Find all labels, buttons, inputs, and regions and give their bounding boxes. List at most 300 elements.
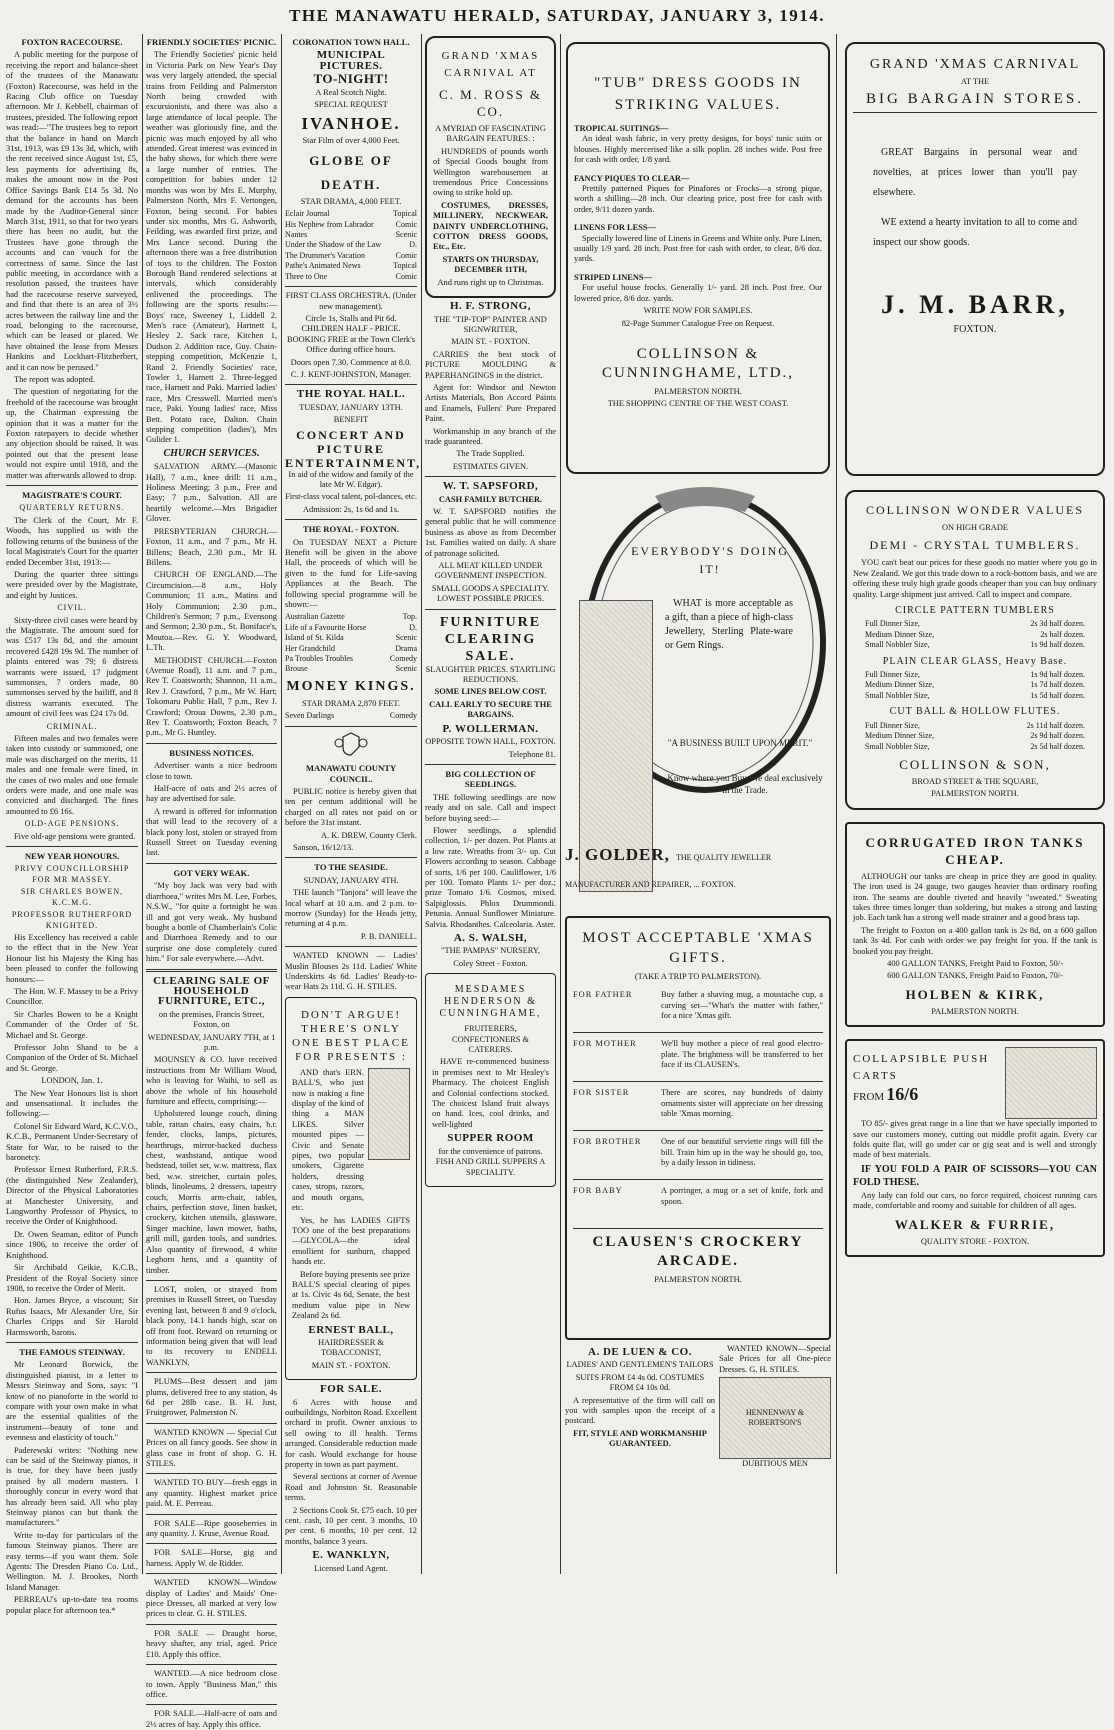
column-6 — [842, 34, 1108, 1574]
classified-ad: WANTED KNOWN—Window display of Ladies' and Maids' One-piece Dresses, all marked at very low prices to clear. G. H. STILES. — [146, 1578, 277, 1619]
subheading: CRIMINAL. — [46, 721, 98, 731]
headline: FRIENDLY SOCIETIES' PICNIC. — [146, 37, 277, 47]
divider — [6, 1342, 138, 1343]
ad-text: "A BUSINESS BUILT UPON MERIT." — [667, 738, 813, 748]
ad-text: PALMERSTON NORTH. — [931, 1006, 1019, 1016]
ad-heading: THE ROYAL HALL. — [296, 388, 406, 401]
ad-heading: TO-NIGHT! — [313, 71, 389, 87]
ad-text: AND that's ERN. BALL'S, who just now is making a fine display of the kind of thing a MAN LIKES. Silver mounted pipes — Civic and Senate pipes, two popular smokers, Cigarette holders, dressing cases, strops, razors, and mouth organs, etc. — [292, 1067, 364, 1213]
ad-feature-title: FURNITURE CLEARING SALE. — [439, 614, 542, 664]
column-1 — [6, 34, 138, 1615]
film-genre: Comic — [395, 271, 417, 281]
ad-text: STARTS ON THURSDAY, DECEMBER 11TH, — [442, 254, 539, 275]
ad-text: ON HIGH GRADE — [941, 523, 1009, 532]
article-text: Fifteen males and two females were taken into custody or summoned, one male was discharged on the merits, 11 males and one female were fined, in the cases of two males and one female orders were made, and one male was convicted and discharged. The fines amounted to £6 16s. — [6, 734, 138, 816]
de-luen-ad — [565, 1344, 715, 1472]
ad-text: Admission: 2s, 1s 6d and 1s. — [302, 504, 400, 514]
ad-text: CASH FAMILY BUTCHER. — [438, 494, 543, 504]
ad-signature: MESDAMES HENDERSON & CUNNINGHAME, — [439, 984, 542, 1020]
ad-signature: J. GOLDER, — [565, 845, 670, 864]
henderson-cunninghame-ad — [425, 973, 556, 1187]
gift-description: There are scores, nay hundreds of dainty ornaments sister will appreciate on her dressing table 'Xmas morning. — [661, 1088, 823, 1119]
ad-signature: W. T. SAPSFORD, — [442, 480, 539, 493]
ad-text: PALMERSTON NORTH. — [654, 1275, 742, 1285]
ad-feature-title: MONEY KINGS. — [286, 678, 416, 694]
column-4 — [425, 34, 556, 1574]
film-row — [285, 654, 417, 664]
film-title: Life of a Favourite Horse — [285, 622, 367, 632]
article-text: Colonel Sir Edward Ward, K.C.V.O., K.C.B., Permanent Under-Secretary of State for War, to be raised to the baronetcy. — [6, 1121, 138, 1163]
ad-price: 16/6 — [886, 1084, 919, 1105]
film-title: Seven Darlings — [285, 711, 335, 721]
ad-text: "THE PAMPAS" NURSERY, — [441, 946, 540, 956]
ad-text: SMALL GOODS A SPECIALITY. LOWEST POSSIBLE PRICES. — [431, 583, 550, 604]
ad-text: MANUFACTURER AND REPAIRER, ... FOXTON. — [565, 880, 736, 889]
divider — [146, 1514, 277, 1515]
divider — [146, 1573, 277, 1574]
dateline: LONDON, Jan. 1. — [41, 1076, 103, 1086]
ad-signature: COLLINSON & CUNNINGHAME, LTD., — [601, 345, 795, 381]
ad-heading: THE ROYAL - FOXTON. — [303, 524, 399, 535]
article-text: Mr Leonard Borwick, the distinguished pianist, in a letter to Messrs Steinway and Sons, says: "I know of no pianoforte in the world to compare with your own make in what are the essential qualities of the instrument—beauty of tone and evenness and elasticity of touch." — [6, 1360, 138, 1443]
divider — [6, 846, 138, 847]
column-2 — [146, 34, 277, 1729]
film-genre: Scenic — [395, 664, 417, 674]
film-genre: Scenic — [395, 230, 417, 240]
column-rule — [421, 34, 422, 1574]
ad-text: Doors open 7.30. Commence at 8.0. — [290, 357, 412, 367]
gift-row — [573, 1131, 823, 1180]
ad-text: CARRIES the best stock of PICTURE MOULDING & PAPERHANGINGS in the district. — [425, 349, 556, 380]
column-rule — [281, 34, 282, 1574]
ad-text: 2 Sections Cook St. £75 each. 10 per cent. cash, 10 per cent. 3 months, 10 per cent. 6 months, 10 per cent. 12 months, balance 3 years. — [285, 1505, 417, 1546]
gift-description: A porringer, a mug or a set of knife, fork and spoon. — [661, 1186, 823, 1206]
price-row — [853, 640, 1097, 650]
divider — [285, 857, 417, 858]
price-row — [853, 630, 1097, 640]
article-text: Dr. Owen Seaman, editor of Punch since 1906, to receive the order of Knighthood. — [6, 1229, 138, 1260]
stiles-ad — [719, 1344, 831, 1472]
ad-text: LADIES' AND GENTLEMEN'S TAILORS — [566, 1360, 714, 1370]
film-title: His Nephew from Labrador — [285, 219, 374, 229]
ad-signature: A. DE LUEN & CO. — [588, 1346, 692, 1358]
ad-signature: H. F. STRONG, — [450, 300, 531, 313]
film-genre: D. — [409, 622, 417, 632]
price-row — [853, 680, 1097, 690]
price-value: 2s 9d half dozen. — [1030, 731, 1085, 741]
gift-row — [573, 1033, 823, 1082]
price-row — [853, 670, 1097, 680]
article-text: The report was adopted. — [14, 375, 95, 384]
ad-text: A MYRIAD OF FASCINATING BARGAIN FEATURES. : — [435, 124, 546, 144]
divider — [146, 1280, 277, 1281]
film-title: Pa Troubles Troubles — [285, 654, 354, 664]
ad-text: (TAKE A TRIP TO PALMERSTON). — [634, 972, 762, 981]
film-genre: Top. — [402, 612, 417, 622]
article-text: SALVATION ARMY.—(Masonic Hall), 7 a.m., knee drill: 11 a.m., Holiness Meeting; 3 p.m., Free and Easy; 7 p.m., Salvation. All are heartily welcome.—Mrs Brigadier Glover. — [146, 462, 277, 524]
gift-row — [573, 984, 823, 1033]
film-genre: D. — [409, 240, 417, 250]
ad-text: Several sections at corner of Avenue Road and Johnston St. Reasonable terms. — [285, 1472, 417, 1503]
gift-row — [573, 1180, 823, 1229]
article-text: A public meeting for the purpose of receiving the report and balance-sheet of the trustees of the Manawatu (Foxton) Racecourse, was held in the Racing Club office on Tuesday afternoon. Mr J. Kebbell, chairman of trustees, presided. The following report was read:—"The trustees beg to report that the balance in hand on March 31st, 1913, was £9 13s 3d, which, with the rent received since August 1st, £5, less payments for advertising 8s, makes the amount now in the Post Office Savings Bank £14 5s 3d. No demand for the accounts has been made by the Auditor-General since March 31st, 1911, so that for two years there has been no audit, but the Trustees have gone through the accounts and can vouch for the correctness of same. Since the last public meeting, in accordance with a resolution passed, the trustees have had the racecourse reserve surveyed, and find that there is an area of 3½ acres between the railway line and the road, belonging to the racecourse, which can be leased or placed. We have obtained the lease from Messrs Hankins and Lockhart-Flitzherbert, and it can now be perused." — [6, 50, 138, 372]
ad-heading: CORONATION TOWN HALL. — [292, 37, 410, 47]
film-title: Island of St. Kilda — [285, 633, 344, 643]
ad-text: WEDNESDAY, JANUARY 7TH, at 1 p.m. — [147, 1032, 276, 1052]
ad-text: WE extend a hearty invitation to all to come and inspect our show goods. — [873, 217, 1077, 249]
ad-heading: TO THE SEASIDE. — [314, 862, 388, 873]
ad-heading: MUNICIPAL PICTURES. — [316, 49, 386, 72]
size-label: Medium Dinner Size, — [865, 680, 935, 690]
gift-description: We'll buy mother a piece of real good electro-plate. The brightness will be transferred to her face if its CLAUSEN's. — [661, 1039, 823, 1070]
ad-text: ESTIMATES GIVEN. — [452, 461, 529, 471]
ad-signature: E. WANKLYN, — [312, 1549, 390, 1562]
classified-ad: WANTED KNOWN — Special Cut Prices on all fancy goods. See show in glass case in front of shop. G. H. STILES. — [146, 1427, 277, 1468]
gift-row — [573, 1082, 823, 1131]
ad-text: SUITS FROM £4 4s 0d. COSTUMES FROM £4 10s 0d. — [575, 1372, 705, 1393]
price-value: 2s 11d half dozen. — [1026, 720, 1085, 730]
ad-text: FRUITERERS, CONFECTIONERS & CATERERS. — [451, 1024, 529, 1055]
divider — [285, 519, 417, 520]
ad-text: Upholstered lounge couch, dining table, rattan chairs, easy chairs, b.r. fender, clocks, lamps, pictures, hearthrugs, mirror-backed duchess chest, washstand, antique wood bedstead, toilet set, w.w. mattress, flax bed, w.w. stretcher, curtain poles, blinds, linoleums, 2 dressers, tapestry couch, Morris arm-chair, tables, chairs, perfection stove, linen basket, crockery, kitchen utensils, glassware, Singer machine, lawn mower, baths, grill mill, garden tools, and sundries. Also quantity of firewood, 4 white Leghorn hens, and a quantity of timber. — [146, 1109, 277, 1275]
subheading: QUARTERLY RETURNS. — [19, 503, 125, 513]
film-row — [285, 664, 417, 674]
ad-text: FOXTON. — [953, 324, 997, 336]
article-text: Half-acre of oats and 2½ acres of hay are advertised for sale. — [146, 784, 277, 804]
ad-signature: HOLBEN & KIRK, — [905, 986, 1045, 1002]
ad-text: Star Film of over 4,000 Feet. — [302, 136, 400, 146]
price-value: 1s 5d half dozen. — [1030, 690, 1085, 700]
ad-text: MOUNSEY & CO. have received instructions from Mr William Wood, who is leaving for Waihi, to sell as above the whole of his household furniture and effects, comprising:— — [146, 1055, 277, 1106]
film-genre: Drama — [395, 643, 417, 653]
size-label: Small Nobbler Size, — [865, 640, 930, 650]
film-title: The Drummer's Vacation — [285, 250, 365, 260]
subheading: PROFESSOR RUTHERFORD KNIGHTED. — [11, 910, 133, 930]
classified-ad: FOR SALE.—Half-acre of oats and 2½ acres of hay. Apply this office. — [146, 1709, 277, 1729]
price-value: 2s 3d half dozen. — [1030, 619, 1085, 629]
column-5 — [563, 34, 833, 1574]
gentleman-illustration-icon — [368, 1068, 410, 1160]
film-row — [285, 261, 417, 271]
article-text: PRESBYTERIAN CHURCH.—Foxton, 11 a.m., and 7 p.m., Mr H. Billens; Beach, 2.30 p.m., Mr H. Billens. — [146, 526, 277, 567]
column-rule — [836, 34, 837, 1574]
divider — [853, 112, 1097, 113]
article-text: Advertiser wants a nice bedroom close to town. — [146, 761, 277, 781]
ad-signature: WALKER & FURRIE, — [894, 1216, 1056, 1232]
ad-text: TUESDAY, JANUARY 13TH. — [299, 402, 403, 412]
price-group-title: CIRCLE PATTERN TUMBLERS — [895, 605, 1055, 617]
price-group-title: CUT BALL & HOLLOW FLUTES. — [889, 706, 1061, 718]
ad-text: FIT, STYLE AND WORKMANSHIP GUARANTEED. — [573, 1428, 707, 1449]
film-genre: Comedy — [389, 711, 417, 721]
ad-text: FIRST CLASS ORCHESTRA. (Under new management). — [285, 291, 417, 311]
ad-feature-title: IVANHOE. — [301, 114, 401, 134]
coat-of-arms-icon — [285, 731, 417, 760]
ad-text: C. J. KENT-JOHNSTON, Manager. — [290, 369, 412, 379]
ad-text: A representative of the firm will call on you with samples upon the receipt of a postcard. — [565, 1395, 715, 1426]
divider — [146, 969, 277, 972]
price-row — [853, 691, 1097, 701]
ad-text: On TUESDAY NEXT a Picture Benefit will be given in the above Hall, the proceeds of which will be given to the fund for Life-saving Appliances at the Beach. The following special programme will be shown:— — [285, 537, 417, 610]
divider — [285, 286, 417, 287]
walker-furrie-ad — [845, 1039, 1105, 1257]
ad-text: W. T. SAPSFORD notifies the general public that he will commence business as above as from December 1st. Families waited on daily. A share of patronage solicited. — [425, 507, 556, 558]
ad-text: Coley Street - Foxton. — [453, 958, 528, 968]
ad-text: P. B. DANIELL. — [360, 931, 417, 941]
product-description: An ideal wash fabric, in very pretty designs, for boys' tunic suits or blouses. Highly mercerised like a silk poplin. 28 inches wide. Post free for cash with order, 1/8 yard. — [574, 134, 822, 165]
film-genre: Scenic — [395, 633, 417, 643]
subheading: PRIVY COUNCILLORSHIP FOR MR MASSEY. — [14, 864, 130, 884]
film-row — [285, 272, 417, 282]
article-text: Sir Archibald Geikie, K.C.B., President of the Royal Society since 1908, to receive the Order of Merit. — [6, 1263, 138, 1293]
ad-text: Yes, he has LADIES GIFTS TOO one of the best preparations—GLYCOLA—the ideal emollient for sunburn, chapped hands etc. — [292, 1215, 410, 1267]
headline: CLEARING SALE OF HOUSEHOLD FURNITURE, ETC., — [153, 974, 270, 1008]
size-label: Medium Dinner Size, — [865, 629, 935, 639]
ad-text: MAIN ST. - FOXTON. — [311, 1360, 391, 1370]
ad-feature-title: CORRUGATED IRON TANKS CHEAP. — [865, 834, 1085, 867]
product-box-illustration-icon — [719, 1377, 831, 1459]
film-row — [285, 633, 417, 643]
product-heading: FANCY PIQUES TO CLEAR— — [574, 173, 690, 183]
divider — [146, 1473, 277, 1474]
ad-text: ALL MEAT KILLED UNDER GOVERNMENT INSPECTION. — [434, 561, 547, 581]
ad-text: Sanson, 16/12/13. — [293, 842, 354, 852]
ad-text: First-class vocal talent, pol-dances, etc. — [285, 492, 417, 502]
ad-signature: ERNEST BALL, — [308, 1323, 394, 1336]
price-value: 1s 9d half dozen. — [1030, 640, 1085, 650]
article-text: Professor John Shand to be a Companion of the Order of St. Michael and St. George. — [6, 1042, 138, 1073]
film-row — [285, 240, 417, 250]
classified-ad: LOST, stolen, or strayed from premises in Russell Street, on Tuesday evening last, between 8 and 9 o'clock, black pony, 14.1 hands high, scar on off front foot. Reward on returning or information being given that will lead to its recovery to ENDELL WANKLYN. — [146, 1284, 277, 1367]
price-value: 2s 5d half dozen. — [1030, 741, 1085, 751]
ad-text: TO 85/- gives great range in a line that we have specially imported to save our customers money, cutting out middle profit again. Every car folds quite flat, will go under car or gig seat and is well and strongly made of best materials. — [853, 1119, 1097, 1160]
ad-text: Flower seedlings, a splendid collection, 1/- per dozen. Pot Plants at a low rate. Wreaths from 3/- up. Cut Flowers according to season. Cabbage of sorts, 1/6 per 100. Cauliflower, 1/6 per 100. Tomato Plants 1/- per doz.; prize Tomato 1/6. Cosmos, mixed. Salpiglossis. Phlox Drummondi. Petunia. Annual Sunflower Miniature. Salvia. Rhodanthes. Calceolaria. Aster. — [425, 825, 556, 929]
divider — [285, 726, 417, 727]
masthead: THE MANAWATU HERALD, SATURDAY, JANUARY 3, 1914. — [289, 6, 825, 25]
product-list — [574, 124, 822, 304]
ad-text: DUBITIOUS MEN — [742, 1459, 808, 1469]
price-value: 1s 9d half dozen. — [1030, 670, 1085, 680]
size-label: Small Nobbler Size, — [865, 741, 930, 751]
gift-recipient: FOR BABY — [573, 1186, 623, 1196]
ad-text: for the convenience of patrons. FISH AND GRILL SUPPERS A SPECIALITY. — [435, 1146, 546, 1177]
clausens-ad — [565, 916, 831, 1340]
ad-text: Licensed Land Agent. — [314, 1563, 388, 1573]
ad-text: THE following seedlings are now ready and on sale. Call and inspect before buying seed:— — [425, 792, 556, 823]
divider — [146, 863, 277, 864]
headline: FOXTON RACECOURSE. — [21, 37, 123, 47]
ad-text: MAIN ST. - FOXTON. — [451, 337, 530, 347]
article-text: Write to-day for particulars of the famous Steinway pianos. There are easy terms—if you want them. Sole Agents: The Dresden Piano Co. Ltd., Wellington. M. J. Brookes, North Island Manager. — [6, 1530, 138, 1592]
film-title: Nantes — [285, 230, 308, 240]
classified-ad: WANTED KNOWN — Ladies' Muslin Blouses 2s 11d. Ladies' White Underskirts 4s 6d. Ladies' Ready-to-wear Hats 2s 11d. G. H. STILES. — [285, 951, 417, 992]
film-genre: Topical — [393, 261, 417, 271]
ad-text: Telephone 81. — [508, 749, 556, 759]
headline: CHURCH SERVICES. — [163, 447, 260, 459]
ad-heading: BIG COLLECTION OF SEEDLINGS. — [445, 768, 536, 790]
film-list — [285, 612, 417, 674]
article-text: Paderewski writes: "Nothing new can be said of the Steinway pianos, it is true, for they have been justly praised by all modern masters. I thoroughly concur in every word that has already been said. All who play Steinway pianos can but thank the manufacturers." — [6, 1445, 138, 1528]
headline: GOT VERY WEAK. — [173, 867, 250, 878]
ad-text: Agent for: Windsor and Newton Artists Materials, Bon Accord Paints and Enamels, Fullers' Pure Prepared Paint. — [425, 382, 556, 424]
ad-text: BROAD STREET & THE SQUARE, — [911, 776, 1039, 786]
classified-ad: FOR SALE—Ripe gooseberries in any quantity. J. Kruse, Avenue Road. — [146, 1518, 277, 1539]
gift-recipient: FOR FATHER — [573, 990, 633, 1000]
ad-heading: MANAWATU COUNTY COUNCIL. — [305, 763, 397, 784]
divider — [6, 485, 138, 486]
film-title: Australian Gazette — [285, 612, 345, 622]
article-text: The Hon. W. F. Massey to be a Privy Councillor. — [6, 986, 138, 1007]
price-group-title: PLAIN CLEAR GLASS, Heavy Base. — [882, 655, 1068, 667]
article-text: The New Year Honours list is short and unsensational. It includes the following:— — [6, 1088, 138, 1119]
film-row — [285, 209, 417, 219]
article-text: The Friendly Societies' picnic held in Victoria Park on New Year's Day was very largely attended, the special trains from Feilding and Palmerston North being crowded with excursionists, and there was also a large attendance of local people. The weather was gloriously fine, and the picnic was much enjoyed by all who attended. Great interest was evinced in the baby shows, for which there were a large number of entries. The competition for babies under 12 months was won by Mrs E. Murphy, Palmerston North, Mrs F. Vertongen, Foxton, being second. For babies under six months, Mrs G. Ashworth, Feilding, was awarded first prize, and Mrs Lance second. During the afternoon there was a free distribution of toys to the children. The Foxton Borough Band rendered selections at intervals, which considerably enlivened the proceedings. The following are the sports results:—Boys' race, Sweeney 1, Liddell 2. Men's race (Amateur), Hartnett 1, Hesley 2. Sack race, Kitchen 1, Dudson 2. Addition race, Guy. Chain-stepping competition, McKenzie 1, Rand 2. Friendly Societies' race, Towler 1, Harnett 2. Three-legged race, Harnett and Paki. Married ladies' race, Mrs Cresswell. Married men's race, Paki. Young ladies' race, Miss Bett. Potato race, Dalton. Chain stepping competition (ladies'), Mrs Gulider 1. — [146, 50, 277, 445]
ad-text: And runs right up to Christmas. — [437, 277, 544, 287]
ad-text: SUNDAY, JANUARY 4TH. — [303, 875, 399, 885]
film-genre: Comic — [395, 250, 417, 260]
article-text: His Excellency has received a cable to the effect that in the New Year Honour list his Majesty the King has been pleased to confer the following honours:— — [6, 932, 138, 984]
golder-jeweller-ad — [565, 482, 831, 912]
size-label: Medium Dinner Size, — [865, 731, 935, 741]
ad-text: IF YOU FOLD A PAIR OF SCISSORS—YOU CAN FOLD THESE. — [853, 1163, 1097, 1188]
ad-text: Before buying presents see prize BALL'S special clearing of pipes at 1s. Civic 4s 6d, Senate, the best medium value pipe in New Zealand 2s 6d. — [292, 1269, 410, 1321]
price-value: 1s 7d half dozen. — [1030, 680, 1085, 690]
article-text: CHURCH OF ENGLAND.—The Circumcision.—8 a.m., Holy Communion; 11 a.m., Matins and Holy Communion; 2.30 p.m., Children's Sermon; 7 p.m., Evensong and Sermon; 2.30 p.m., St. Boniface's, Moutoa.—Rev. G. Y. Woodward, L.Th. — [146, 570, 277, 653]
price-row — [853, 742, 1097, 752]
ad-text: STAR DRAMA, 4,000 FEET. — [300, 196, 402, 206]
film-row — [285, 623, 417, 633]
divider — [425, 476, 556, 477]
ad-feature-title: DON'T ARGUE! THERE'S ONLY ONE BEST PLACE FOR PRESENTS : — [292, 1008, 410, 1063]
ad-text: A Real Scotch Night. — [315, 87, 387, 97]
gift-description: Buy father a shaving mug, a moustache cup, a carving set—"What's the matter with father," for a nice 'Xmas gift. — [661, 990, 823, 1021]
ad-text: SLAUGHTER PRICES. STARTLING REDUCTIONS. — [425, 664, 556, 685]
ad-feature-title: "TUB" DRESS GOODS IN STRIKING VALUES. — [594, 75, 802, 113]
ad-text: THE launch "Tanjora" will leave the local wharf at 10 a.m. and 2 p.m. to-morrow (Sunday) for the Heads jetty, returning at 4 p.m. — [285, 888, 417, 929]
ad-feature-title: MOST ACCEPTABLE 'XMAS GIFTS. — [582, 930, 814, 966]
ad-text: PALMERSTON NORTH. — [654, 386, 742, 396]
classified-ad: WANTED KNOWN—Special Sale Prices for all One-piece Dresses. G. H. STILES. — [719, 1344, 831, 1374]
column-rule — [142, 34, 143, 1574]
film-genre: Topical — [393, 209, 417, 219]
classified-ad: WANTED.—A nice bedroom close to town. Apply "Business Man," this office. — [146, 1669, 277, 1699]
ad-signature: A. S. WALSH, — [453, 932, 528, 944]
ad-feature-title: BIG BARGAIN STORES. — [866, 91, 1084, 108]
ad-text: ALTHOUGH our tanks are cheap in price they are good in quality. The iron used is 24 gauge, two gauges heavier than ordinary roofing iron. The seams are double riveted and heavily "sweated." Sweating takes three times longer than soldering, but makes a strong and lasting job. Each tank has a strong well made strainer and a good brass tap. — [853, 871, 1097, 923]
film-row — [285, 612, 417, 622]
ad-feature-title: GRAND 'XMAS CARNIVAL AT — [441, 50, 540, 79]
film-title: Pathe's Animated News — [285, 261, 361, 271]
product-heading: TROPICAL SUITINGS— — [574, 124, 669, 133]
tub-dress-goods-ad — [566, 42, 830, 474]
ad-text: Know where you Buy. We deal exclusively in the Trade. — [667, 773, 823, 795]
ad-feature-title: GLOBE OF DEATH. — [309, 152, 393, 192]
film-genre: Comic — [395, 219, 417, 229]
subheading: OLD-AGE PENSIONS. — [24, 819, 120, 829]
headline: THE FAMOUS STEINWAY. — [19, 1346, 125, 1357]
article-text: Five old-age pensions were granted. — [14, 831, 136, 841]
ad-text: HUNDREDS of pounds worth of Special Goods bought from Wellington warehousemen at tremendous Price Concessions owing to strike hold up. — [433, 146, 548, 198]
film-genre: Comedy — [389, 654, 417, 664]
ad-text: The freight to Foxton on a 400 gallon tank is 2s 8d, on a 600 gallon tank 3s 4d. For cash with order we pay freight for you. If the tank is booked you pay freight. — [853, 925, 1097, 956]
divider — [285, 946, 417, 947]
ad-text: A. K. DREW, County Clerk. — [320, 830, 417, 840]
ad-text: 600 GALLON TANKS, Freight Paid to Foxton, 70/- — [887, 971, 1063, 981]
golder-signature — [565, 845, 831, 864]
ad-text: AT THE — [960, 77, 990, 86]
product-heading: STRIPED LINENS— — [574, 272, 652, 282]
price-list — [853, 606, 1097, 752]
ad-text: The Trade Supplied. — [456, 449, 525, 459]
size-label: Full Dinner Size, — [865, 619, 920, 629]
ad-text: THE SHOPPING CENTRE OF THE WEST COAST. — [607, 399, 789, 409]
product-description: Specially lowered line of Linens in Greens and White only. Pure Linen, usually 1/9 yard. 28 inch. Post free for cash with order, to clear, 8/6 doz. yards. — [574, 233, 822, 264]
ad-signature: CLAUSEN'S CROCKERY ARCADE. — [592, 1234, 804, 1270]
article-text: A reward is offered for information that will lead to the recovery of a black pony lost, stolen or strayed from Russell Street on Tuesday evening last. — [146, 806, 277, 858]
ad-text: BENEFIT — [333, 415, 369, 425]
film-row — [285, 644, 417, 654]
column-3 — [285, 34, 422, 1574]
classified-ad: FOR SALE — Draught horse, heavy shafter, any trial, aged. Price £10. Apply this office. — [146, 1628, 277, 1659]
ad-text: SPECIAL REQUEST — [314, 100, 388, 110]
film-title: Brouse — [285, 664, 308, 674]
ad-text: Circle 1s, Stalls and Pit 6d. CHILDREN HALF - PRICE. BOOKING FREE at the Town Clerk's Office during office hours. — [286, 313, 415, 355]
ad-text: on the premises, Francis Street, Foxton, on — [158, 1009, 265, 1030]
ernest-ball-ad — [285, 997, 417, 1380]
ad-signature: J. M. BARR, — [881, 290, 1069, 320]
divider — [146, 1423, 277, 1424]
headline: MAGISTRATE'S COURT. — [22, 490, 122, 501]
ad-text: WHAT is more acceptable as a gift, than a piece of high-class Jewellery, Sterling Plate-ware or Gem Rings. — [665, 598, 793, 651]
headline: NEW YEAR HONOURS. — [24, 851, 120, 862]
ross-carnival-ad — [425, 36, 556, 298]
ad-text: THE QUALITY JEWELLER — [675, 853, 772, 862]
ad-text: GREAT Bargains in personal wear and novelties, at prices lower than you'll pay elsewhere. — [873, 147, 1077, 199]
ad-feature-title: DEMI - CRYSTAL TUMBLERS. — [869, 538, 1081, 553]
bottom-ads-row — [565, 1344, 831, 1472]
divider — [425, 609, 556, 610]
film-list — [285, 209, 417, 282]
price-row — [853, 619, 1097, 629]
ad-feature-title: GRAND 'XMAS CARNIVAL — [869, 57, 1081, 72]
ad-signature: P. WOLLERMAN. — [442, 722, 539, 735]
film-title: Her Grandchild — [285, 643, 335, 653]
ad-heading: FOR SALE. — [320, 1383, 382, 1396]
film-title: Under the Shadow of the Law — [285, 240, 382, 250]
ad-text: Any lady can fold our cars, no force required, choicest running cars made, comfortable and roomy and suitable for children of all ages. — [853, 1190, 1097, 1211]
film-row — [285, 711, 417, 721]
price-row — [853, 731, 1097, 741]
divider — [146, 1624, 277, 1625]
ad-text: HENNENWAY & ROBERTSON'S — [745, 1407, 805, 1428]
classified-ad: PLUMS—Best dessert and jam plums, delivered free to any station, 4s 6d per 28lb case. B. H. Just, Fruitgrower, Palmerston N. — [146, 1377, 277, 1418]
product-description: For useful house frocks. Generally 1/- yard. 28 inch. Post free. Our lowered price, 8/6 doz. yards. — [574, 283, 822, 303]
divider — [425, 764, 556, 765]
ad-text: HAIRDRESSER & TOBACCONIST, — [318, 1337, 384, 1358]
article-text: PERREAU's up-to-date tea rooms popular place for afternoon tea.* — [6, 1595, 138, 1615]
film-title: Three to One — [285, 271, 328, 281]
ad-text: In aid of the widow and family of the late Mr W. Edgar). — [288, 469, 414, 489]
subheading: SIR CHARLES BOWEN, K.C.M.G. — [20, 887, 124, 907]
article-text: Professor Ernest Rutherford, F.R.S. (the distinguished New Zealander), Director of the Physical Laboratories at Manchester University, and Langworthy Professor of Physics, to receive the Order of Knighthood. — [6, 1165, 138, 1227]
article-text: METHODIST CHURCH.—Foxton (Avenue Road), 11 a.m. and 7 p.m., Rev T. Coatsworth; Shannon, 11 a.m., Rev J. Crawford, 7 p.m., Mr W. Hart; Tokomaru Public Hall, 7 p.m., Rev J. Crawford; Oroua Downs, 2.30 p.m., Rev T. Coatsworth; Foxton Beach, 7 p.m., Mr G. Huntley. — [146, 655, 277, 738]
ad-text: SUPPER ROOM — [447, 1132, 534, 1145]
ad-feature-title: COLLAPSIBLE PUSH CARTS — [853, 1053, 990, 1083]
barr-carnival-ad — [845, 42, 1105, 476]
ad-text: WRITE NOW FOR SAMPLES. — [643, 306, 753, 316]
size-label: Full Dinner Size, — [865, 670, 920, 680]
film-title: Eclair Journal — [285, 209, 330, 219]
